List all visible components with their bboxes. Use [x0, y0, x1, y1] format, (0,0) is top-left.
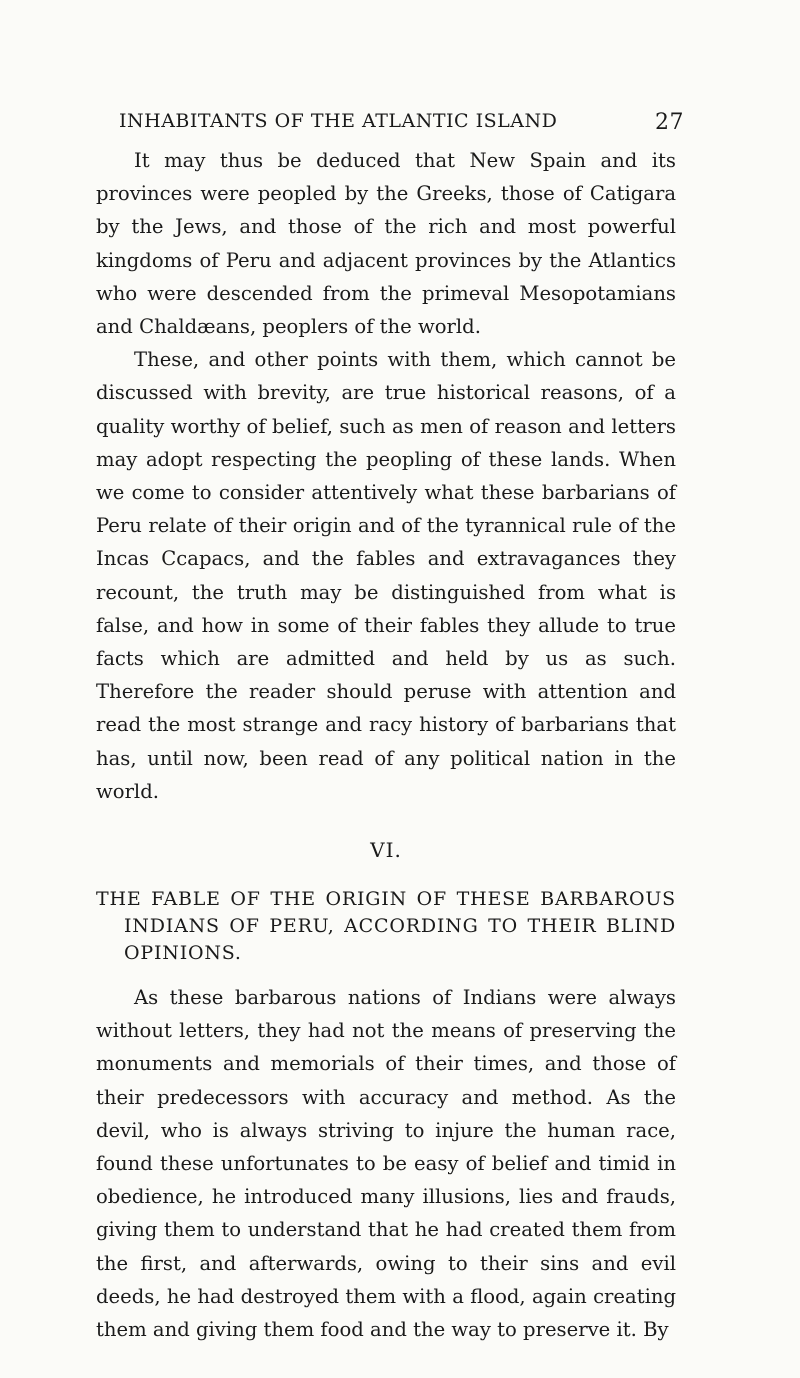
page-number: 27 [655, 110, 684, 135]
section-number: VI. [370, 838, 402, 863]
running-head-title: INHABITANTS OF THE ATLANTIC ISLAND [119, 110, 558, 132]
section-heading: THE FABLE OF THE ORIGIN OF THESE BARBAROUS INDIANS OF PERU, ACCORDING TO THEIR BLIND OPINIONS. [96, 888, 676, 965]
running-head [96, 110, 684, 144]
paragraph-barbarous-nations: As these barbarous nations of Indians were always without letters, they had not the means of preserving the monuments and memorials of their times, and those of their predecessors with accuracy and method. As the devil, who is always striving to injure the human race, found these unfortunates to be easy of belief and timid in obedience, he introduced many illusions, lies and frauds, giving them to understand that he had created them from the first, and afterwards, owing to their sins and evil deeds, he had destroyed them with a flood, again creating them and giving them food and the way to preserve it. By [96, 986, 676, 1342]
paragraph-peopling-deduction: It may thus be deduced that New Spain and its provinces were peopled by the Greeks, those of Catigara by the Jews, and those of the rich and most powerful kingdoms of Peru and adjacent provinces by the Atlantics who were descended from the primeval Mesopotamians and Chaldæans, peoplers of the world. [96, 149, 676, 339]
book-page [96, 110, 684, 1346]
paragraph-historical-reasons: These, and other points with them, which cannot be discussed with brevity, are true historical reasons, of a quality worthy of belief, such as men of reason and letters may adopt respecting the peopling of these lands. When we come to consider attentively what these barbarians of Peru relate of their origin and of the tyrannical rule of the Incas Ccapacs, and the fables and extravagances they recount, the truth may be distinguished from what is false, and how in some of their fables they allude to true facts which are admitted and held by us as such. Therefore the reader should peruse with attention and read the most strange and racy history of barbarians that has, until now, been read of any political nation in the world. [96, 348, 676, 803]
